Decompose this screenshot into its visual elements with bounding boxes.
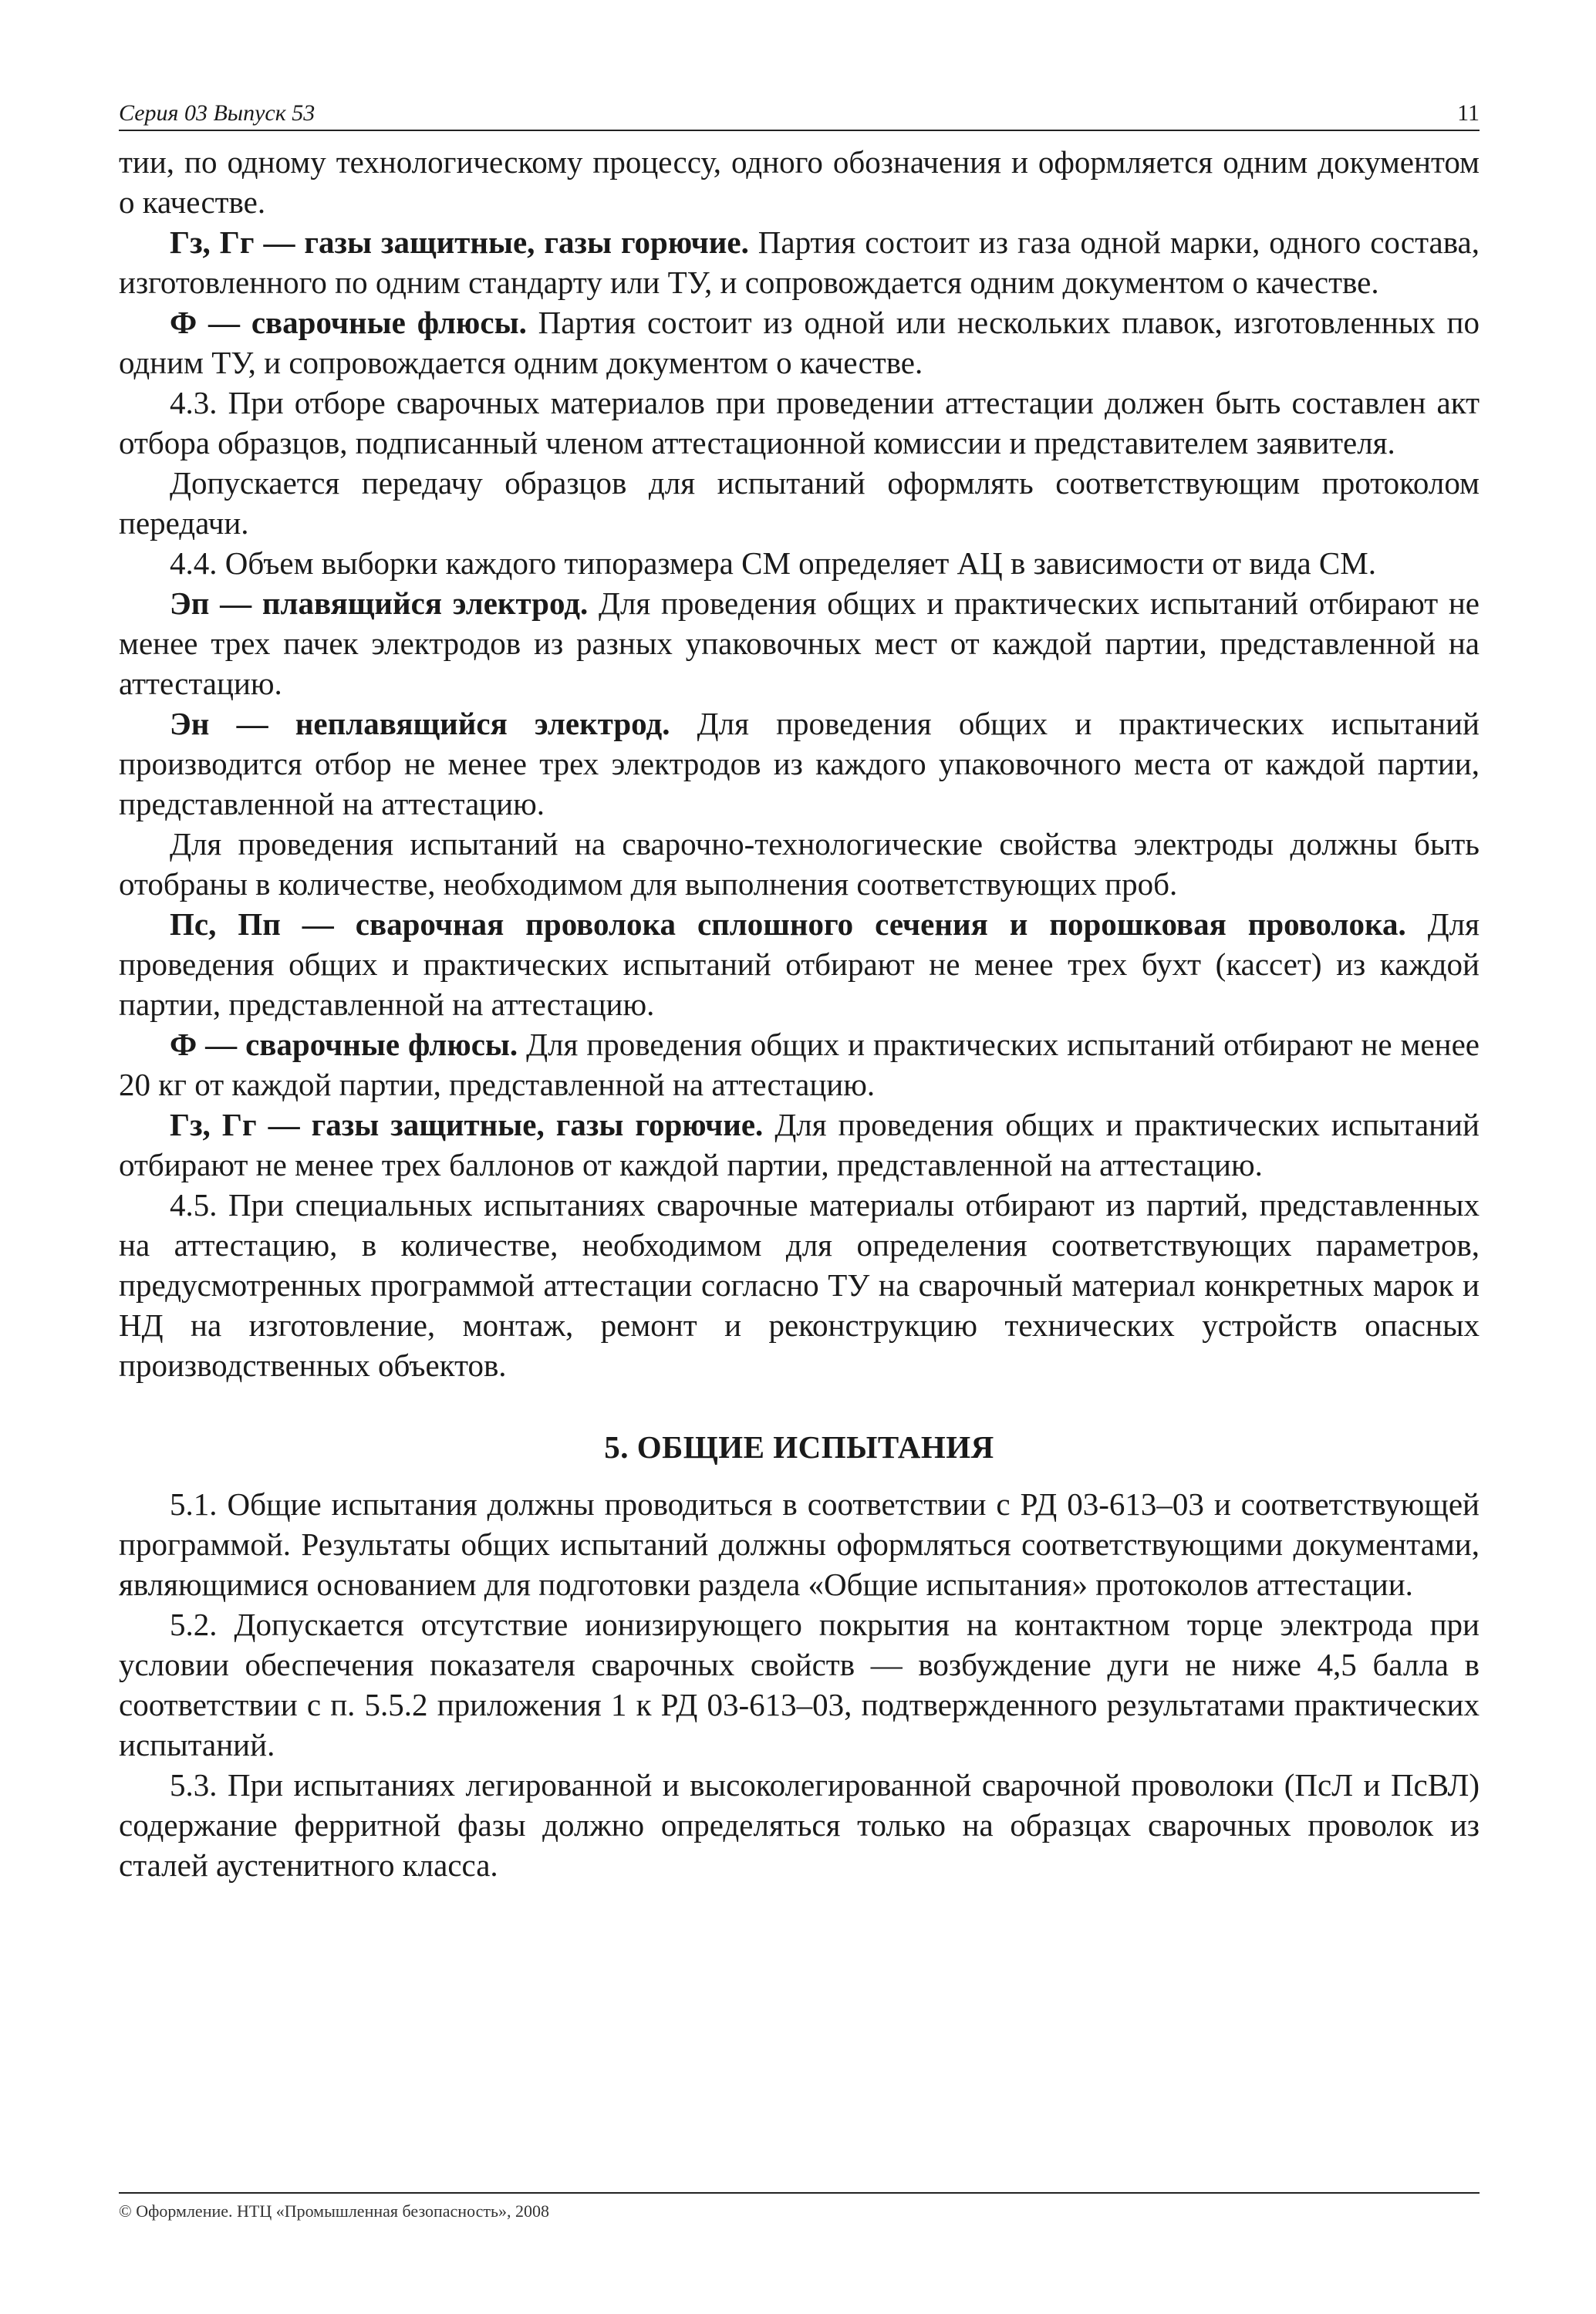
copyright-notice: © Оформление. НТЦ «Промышленная безопасность», 2008: [119, 2201, 550, 2221]
paragraph: 4.4. Объем выборки каждого типоразмера СМ определяет АЦ в зависимости от вида СМ.: [170, 545, 1376, 581]
term-heading: Эн — неплавящийся электрод.: [170, 706, 670, 741]
term-heading: Пс, Пп — сварочная проволока сплошного сечения и порошковая проволока.: [170, 906, 1406, 942]
paragraph: 4.3. При отборе сварочных материалов при проведении аттестации должен быть составлен акт отбора образцов, подписанный членом аттестационной комиссии и представителем заявителя.: [119, 385, 1480, 460]
paragraph: Для проведения испытаний на сварочно-технологические свойства электроды должны быть отобраны в количестве, необходимом для выполнения соответствующих проб.: [119, 826, 1480, 902]
paragraph: [119, 703, 1480, 824]
paragraph-text: Для проведения общих и практических испытаний отбирают не менее трех пачек электродов из разных упаковочных мест от каждой партии, представленной на аттестацию.: [119, 585, 1480, 701]
paragraph: [119, 302, 1480, 383]
paragraph-text: Партия состоит из газа одной марки, одного состава, изготовленного по одним стандарту или ТУ, и сопровождается одним документом о качестве.: [119, 224, 1480, 300]
paragraph-text: Для проведения общих и практических испытаний отбирают не менее 20 кг от каждой партии, представленной на аттестацию.: [119, 1027, 1480, 1102]
paragraph-text: Для проведения общих и практических испытаний отбирают не менее трех бухт (кассет) из каждой партии, представленной на аттестацию.: [119, 906, 1480, 1022]
term-heading: Ф — сварочные флюсы.: [170, 1027, 518, 1062]
document-page: [119, 100, 1480, 1885]
term-heading: Эп — плавящийся электрод.: [170, 585, 589, 621]
paragraph: [119, 222, 1480, 302]
page-body: [119, 142, 1480, 1885]
term-heading: Гз, Гг — газы защитные, газы горючие.: [170, 224, 749, 260]
paragraph: Допускается передачу образцов для испытаний оформлять соответствующим протоколом передачи.: [119, 465, 1480, 541]
series-title: Серия 03 Выпуск 53: [119, 100, 315, 126]
paragraph: 5.2. Допускается отсутствие ионизирующего покрытия на контактном торце электрода при условии обеспечения показателя сварочных свойств — возбуждение дуги не ниже 4,5 балла в соответствии с п. 5.5.2 приложения 1 к РД 03-613–03, подтвержденного результатами практических испытаний.: [119, 1607, 1480, 1762]
paragraph: 4.5. При специальных испытаниях сварочные материалы отбирают из партий, представленных на аттестацию, в количестве, необходимом для определения соответствующих параметров, предусмотренных программой аттестации согласно ТУ на сварочный материал конкретных марок и НД на изготовление, монтаж, ремонт и реконструкцию технических устройств опасных производственных объектов.: [119, 1187, 1480, 1383]
paragraph: тии, по одному технологическому процессу, одного обозначения и оформляется одним документом о качестве.: [119, 144, 1480, 220]
term-heading: Гз, Гг — газы защитные, газы горючие.: [170, 1107, 764, 1142]
paragraph: [119, 1105, 1480, 1185]
paragraph-text: Для проведения общих и практических испытаний производится отбор не менее трех электродов из каждого упаковочного места от каждой партии, представленной на аттестацию.: [119, 706, 1480, 821]
term-heading: Ф — сварочные флюсы.: [170, 305, 527, 340]
paragraph: [119, 583, 1480, 703]
paragraph: 5.3. При испытаниях легированной и высоколегированной сварочной проволоки (ПсЛ и ПсВЛ) содержание ферритной фазы должно определяться только на образцах сварочных проволок из сталей аустенитного класса.: [119, 1767, 1480, 1883]
page-number: 11: [1457, 100, 1480, 126]
paragraph: [119, 1024, 1480, 1105]
paragraph-text: Для проведения общих и практических испытаний отбирают не менее трех баллонов от каждой партии, представленной на аттестацию.: [119, 1107, 1480, 1182]
paragraph: 5.1. Общие испытания должны проводиться в соответствии с РД 03-613–03 и соответствующей программой. Результаты общих испытаний должны оформляться соответствующими документами, являющимися основанием для подготовки раздела «Общие испытания» протоколов аттестации.: [119, 1486, 1480, 1602]
page-footer: [119, 2192, 1480, 2221]
running-header: [119, 100, 1480, 131]
paragraph-text: Партия состоит из одной или нескольких плавок, изготовленных по одним ТУ, и сопровождается одним документом о качестве.: [119, 305, 1480, 380]
paragraph: [119, 904, 1480, 1024]
section-title: 5. ОБЩИЕ ИСПЫТАНИЯ: [604, 1429, 994, 1465]
